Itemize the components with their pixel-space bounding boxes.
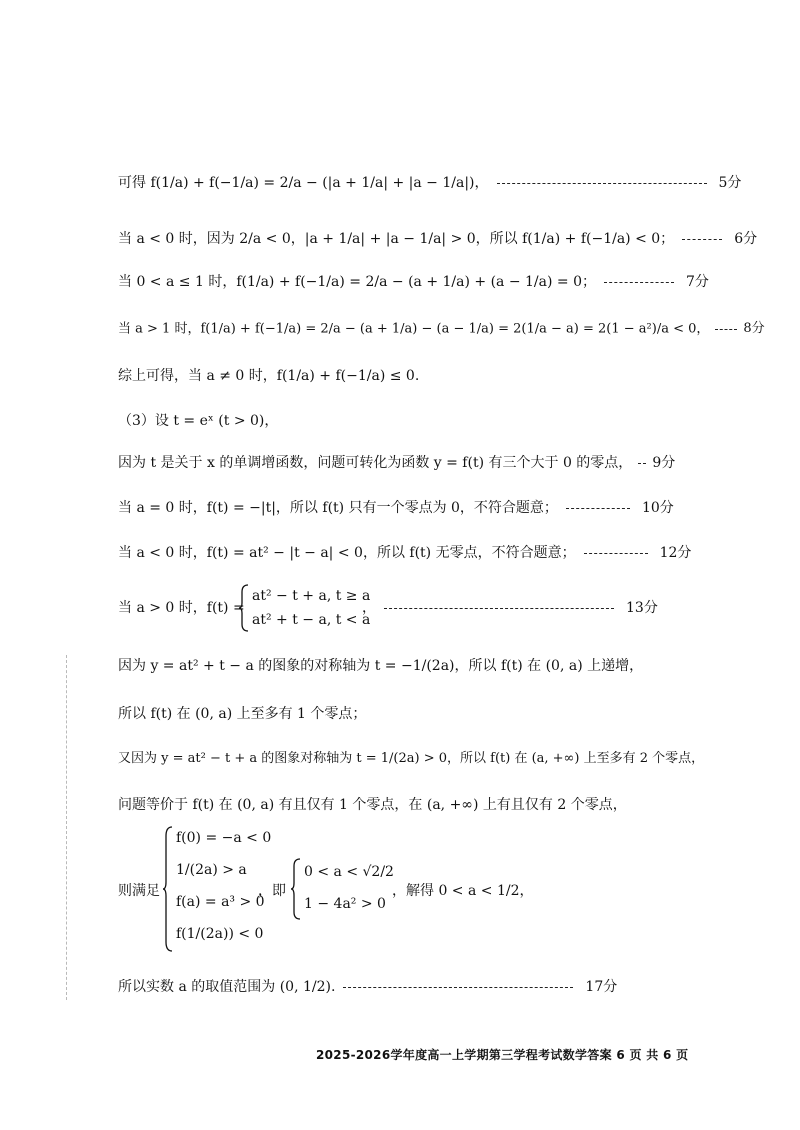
score-leader xyxy=(566,508,630,509)
piece-case-1: at² − t + a, t ≥ a xyxy=(252,588,371,604)
eq-line-7: 因为 t 是关于 x 的单调增函数，问题可转化为函数 y = f(t) 有三个大于 0 的零点， 9分 xyxy=(118,452,675,474)
score-leader xyxy=(497,183,707,184)
left-brace-icon xyxy=(238,584,250,632)
score-label: 5分 xyxy=(718,175,742,191)
eq-line-10-tail: ， 13分 xyxy=(362,597,658,619)
score-label: 10分 xyxy=(641,500,674,516)
eq-line-14: 问题等价于 f(t) 在 (0, a) 有且仅有 1 个零点，在 (a, +∞) 上有且仅有 2 个零点， xyxy=(118,797,627,813)
eq-line-16: 所以实数 a 的取值范围为 (0, 1/2). 17分 xyxy=(118,976,617,998)
piece-case-2: at² + t − a, t < a xyxy=(252,612,371,628)
condition-1: f(0) = −a < 0 xyxy=(176,830,272,846)
eq-line-8: 当 a = 0 时，f(t) = −|t|，所以 f(t) 只有一个零点为 0，不符合题意； 10分 xyxy=(118,497,674,519)
score-label: 7分 xyxy=(685,274,709,290)
score-leader xyxy=(584,553,648,554)
eq-line-15-result: ，解得 0 < a < 1/2， xyxy=(392,883,534,899)
eq-line-11: 因为 y = at² + t − a 的图象的对称轴为 t = −1/(2a)，所以 f(t) 在 (0, a) 上递增， xyxy=(118,658,644,674)
reduced-condition-1: 0 < a < √2/2 xyxy=(304,864,394,880)
left-brace-icon xyxy=(290,858,302,920)
condition-3: f(a) = a³ > 0 xyxy=(176,894,265,910)
score-label: 12分 xyxy=(659,545,692,561)
part3-heading: （3）设 t = eˣ (t > 0)， xyxy=(118,413,279,429)
condition-2: 1/(2a) > a xyxy=(176,862,247,878)
reduced-system xyxy=(290,858,394,922)
eq-line-1: 可得 f(1/a) + f(−1/a) = 2/a − (|a + 1/a| + |a − 1/a|)， 5分 xyxy=(118,172,741,194)
score-label: 6分 xyxy=(734,231,758,247)
reduced-condition-2: 1 − 4a² > 0 xyxy=(304,896,386,912)
eq-line-10: 当 a > 0 时，f(t) = xyxy=(118,600,245,616)
score-leader xyxy=(638,463,646,464)
piecewise-function xyxy=(238,584,371,634)
score-label: 13分 xyxy=(626,600,658,616)
score-leader xyxy=(384,608,614,609)
eq-line-13: 又因为 y = at² − t + a 的图象对称轴为 t = 1/(2a) > 0，所以 f(t) 在 (a, +∞) 上至多有 2 个零点， xyxy=(118,751,705,766)
score-leader xyxy=(604,282,674,283)
eq-line-3: 当 0 < a ≤ 1 时，f(1/a) + f(−1/a) = 2/a − (a + 1/a) + (a − 1/a) = 0； 7分 xyxy=(118,271,709,293)
score-leader xyxy=(715,329,737,330)
eq-line-15-mid: ，即 xyxy=(258,883,286,899)
page-footer: 2025-2026学年度高一上学期第三学程考试数学答案 6 页 共 6 页 xyxy=(316,1048,689,1062)
score-leader xyxy=(343,987,573,988)
score-label: 17分 xyxy=(585,979,618,995)
score-label: 8分 xyxy=(743,321,765,336)
eq-line-9: 当 a < 0 时，f(t) = at² − |t − a| < 0，所以 f(t) 无零点，不符合题意； 12分 xyxy=(118,542,691,564)
score-label: 9分 xyxy=(652,455,676,471)
condition-4: f(1/(2a)) < 0 xyxy=(176,926,264,942)
scan-edge-mark xyxy=(66,655,68,1000)
left-brace-icon xyxy=(162,826,174,952)
score-leader xyxy=(682,239,722,240)
eq-line-2: 当 a < 0 时，因为 2/a < 0，|a + 1/a| + |a − 1/a| > 0，所以 f(1/a) + f(−1/a) < 0； 6分 xyxy=(118,228,757,250)
eq-line-5: 综上可得，当 a ≠ 0 时，f(1/a) + f(−1/a) ≤ 0. xyxy=(118,368,420,384)
eq-line-4: 当 a > 1 时，f(1/a) + f(−1/a) = 2/a − (a + 1/a) − (a − 1/a) = 2(1/a − a) = 2(1 − a²)/a < 0， 8分 xyxy=(118,318,765,341)
eq-line-15-label: 则满足 xyxy=(118,883,160,899)
eq-line-12: 所以 f(t) 在 (0, a) 上至多有 1 个零点； xyxy=(118,706,367,722)
